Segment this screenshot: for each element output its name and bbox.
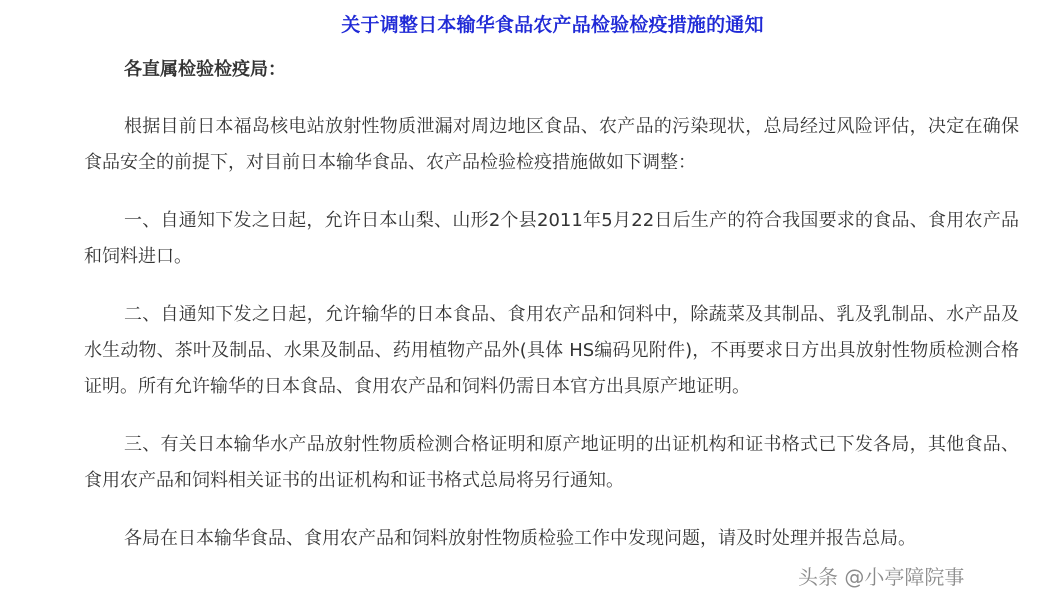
watermark: 头条 @小亭障院事 <box>798 565 965 589</box>
paragraph-item-2: 二、自通知下发之日起，允许输华的日本食品、食用农产品和饲料中，除蔬菜及其制品、乳及乳制品、水产品及水生动物、茶叶及制品、水果及制品、药用植物产品外(具体 HS编码见附件)，不再要求日方出具放射性物质检测合格证明。所有允许输华的日本食品、食用农产品和饲料仍需日本官方出具原产地证明。 <box>84 304 1019 397</box>
salutation: 各直属检验检疫局： <box>124 59 286 80</box>
paragraph-item-1: 一、自通知下发之日起，允许日本山梨、山形2个县2011年5月22日后生产的符合我国要求的食品、食用农产品和饲料进口。 <box>84 210 1019 267</box>
paragraph-closing: 各局在日本输华食品、食用农产品和饲料放射性物质检验工作中发现问题，请及时处理并报告总局。 <box>124 528 916 549</box>
document-body <box>84 52 1019 579</box>
document-title: 关于调整日本输华食品农产品检验检疫措施的通知 <box>341 14 764 36</box>
paragraph-item-3: 三、有关日本输华水产品放射性物质检测合格证明和原产地证明的出证机构和证书格式已下发各局，其他食品、食用农产品和饲料相关证书的出证机构和证书格式总局将另行通知。 <box>84 434 1019 491</box>
paragraph-intro: 根据目前日本福岛核电站放射性物质泄漏对周边地区食品、农产品的污染现状，总局经过风险评估，决定在确保食品安全的前提下，对目前日本输华食品、农产品检验检疫措施做如下调整： <box>84 116 1019 173</box>
